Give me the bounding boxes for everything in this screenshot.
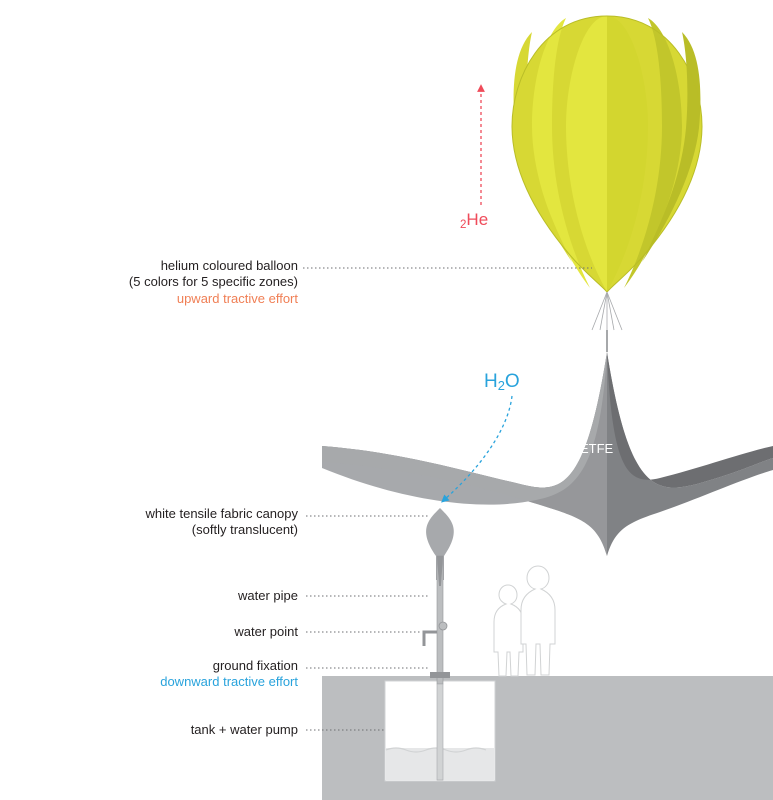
ground-fixation — [430, 672, 450, 678]
etfe-material-label: ETFE — [580, 441, 614, 456]
label-fabric-canopy-line1: white tensile fabric canopy — [145, 506, 298, 521]
label-helium-balloon — [40, 258, 298, 307]
label-water-pipe — [40, 588, 298, 604]
water-formula-h: H — [484, 371, 498, 392]
label-helium-balloon-line2: (5 colors for 5 specific zones) — [128, 274, 298, 290]
label-ground-fixation — [40, 658, 298, 691]
tether-lines — [592, 292, 622, 352]
water-point — [424, 622, 447, 646]
water-formula-sub: 2 — [497, 378, 505, 393]
helium-balloon — [512, 16, 702, 292]
label-tank-water-pump-line1: tank + water pump — [190, 722, 298, 737]
label-ground-fixation-line2: downward tractive effort — [160, 674, 298, 690]
label-water-point — [40, 624, 298, 640]
human-figures — [494, 566, 555, 676]
water-pipe — [437, 556, 443, 780]
label-fabric-canopy — [40, 506, 298, 539]
label-ground-fixation-line1: ground fixation — [212, 658, 298, 673]
helium-formula-prefix: 2 — [460, 219, 467, 231]
tensile-canopy — [322, 352, 773, 580]
label-helium-balloon-line1: helium coloured balloon — [160, 258, 298, 273]
label-fabric-canopy-line2: (softly translucent) — [191, 522, 298, 538]
label-water-pipe-line1: water pipe — [238, 588, 298, 603]
helium-formula — [460, 210, 488, 230]
label-helium-balloon-line3: upward tractive effort — [176, 290, 298, 306]
helium-formula-text: He — [466, 210, 489, 229]
water-formula — [484, 371, 520, 393]
water-formula-o: O — [504, 371, 520, 392]
label-tank-water-pump — [40, 722, 298, 738]
label-water-point-line1: water point — [234, 624, 298, 639]
